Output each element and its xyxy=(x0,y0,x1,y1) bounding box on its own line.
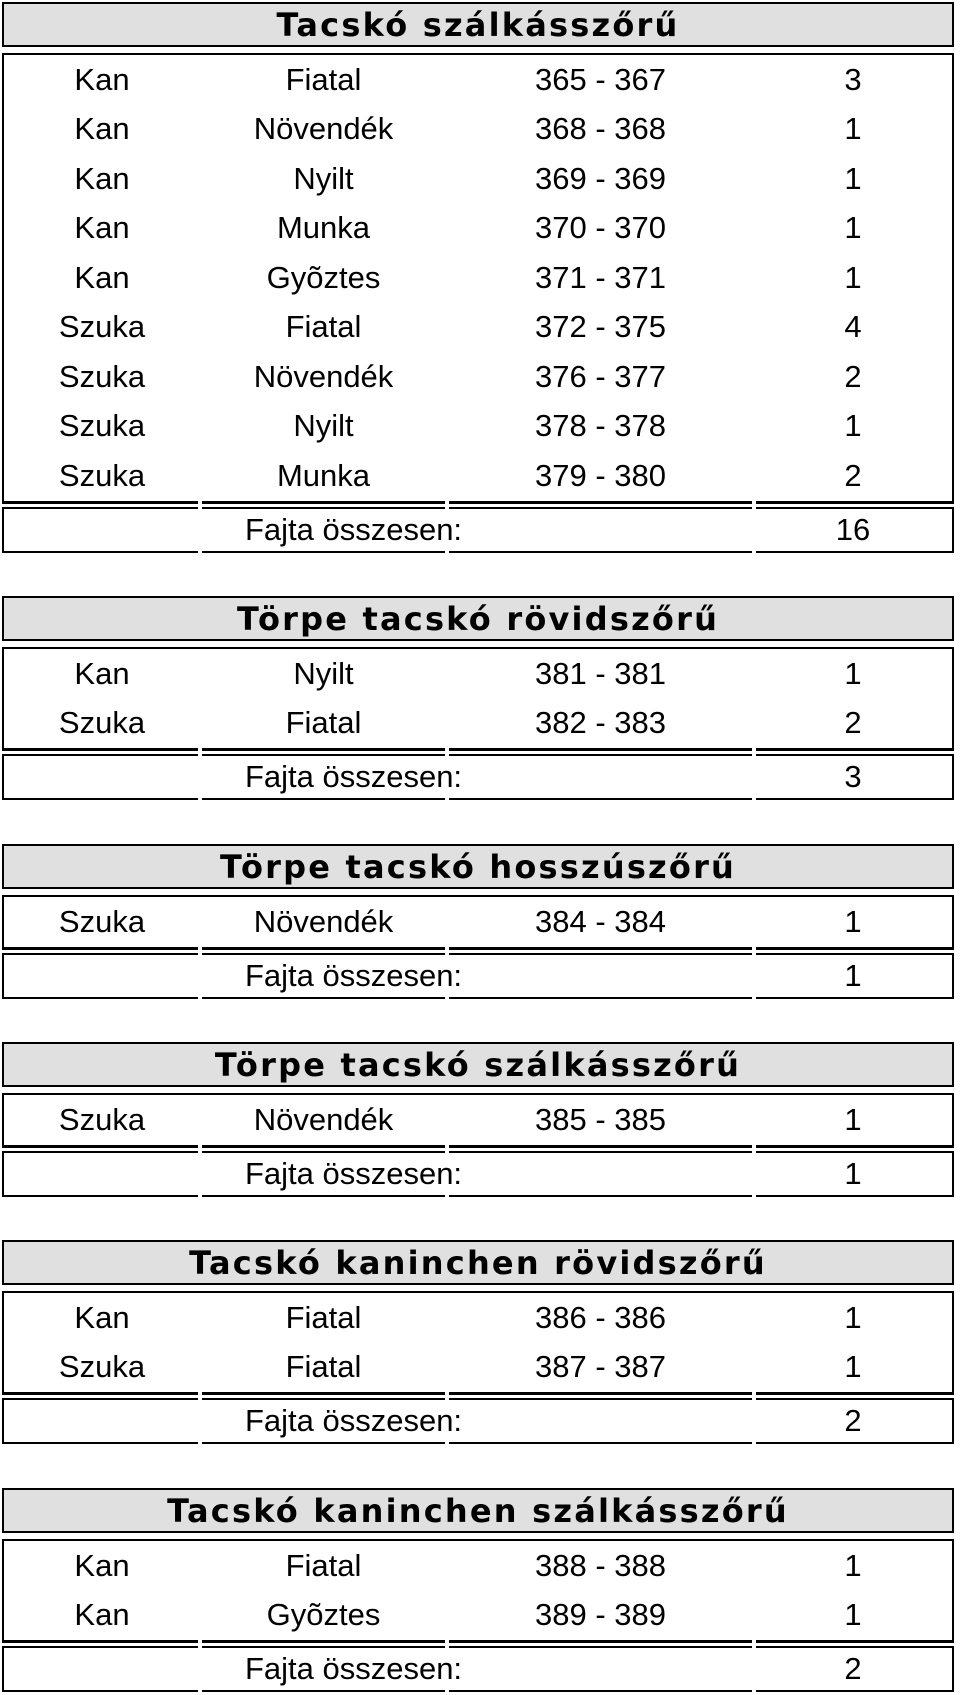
count-cell: 2 xyxy=(844,705,862,741)
total-count: 16 xyxy=(835,511,871,547)
breed-header: Tacskó kaninchen szálkásszőrű xyxy=(2,1488,954,1533)
breed-rows xyxy=(2,895,954,950)
class-cell: Nyilt xyxy=(293,408,354,444)
sex-cell: Kan xyxy=(74,1299,130,1335)
number-range-cell: 381 - 381 xyxy=(535,655,666,691)
breed-total-row xyxy=(2,1151,954,1197)
breed-header: Tacskó szálkásszőrű xyxy=(2,2,954,47)
breed-rows xyxy=(2,647,954,751)
sex-cell: Kan xyxy=(74,160,130,196)
count-cell: 1 xyxy=(844,1349,862,1385)
breed-rows xyxy=(2,1539,954,1643)
total-label: Fajta összesen: xyxy=(244,511,463,547)
class-cell: Fiatal xyxy=(285,61,362,97)
sex-cell: Kan xyxy=(74,1547,130,1583)
sex-cell: Kan xyxy=(74,1597,130,1633)
count-cell: 1 xyxy=(844,1597,862,1633)
count-cell: 1 xyxy=(844,655,862,691)
number-range-cell: 365 - 367 xyxy=(535,61,666,97)
sex-cell: Szuka xyxy=(58,1101,146,1137)
total-label: Fajta összesen: xyxy=(244,957,463,993)
class-cell: Növendék xyxy=(253,111,394,147)
table-row xyxy=(4,253,952,303)
sex-cell: Kan xyxy=(74,61,130,97)
number-range-cell: 387 - 387 xyxy=(535,1349,666,1385)
class-cell: Nyilt xyxy=(293,160,354,196)
sex-cell: Kan xyxy=(74,210,130,246)
table-row xyxy=(4,1343,952,1393)
number-range-cell: 371 - 371 xyxy=(535,259,666,295)
class-cell: Növendék xyxy=(253,903,394,939)
count-cell: 1 xyxy=(844,111,862,147)
number-range-cell: 388 - 388 xyxy=(535,1547,666,1583)
count-cell: 1 xyxy=(844,1547,862,1583)
breed-header: Törpe tacskó szálkásszőrű xyxy=(2,1042,954,1087)
count-cell: 2 xyxy=(844,358,862,394)
breed-header: Törpe tacskó hosszúszőrű xyxy=(2,844,954,889)
count-cell: 3 xyxy=(844,61,862,97)
table-row xyxy=(4,204,952,254)
total-count: 2 xyxy=(844,1403,862,1438)
sex-cell: Szuka xyxy=(58,705,146,741)
table-row xyxy=(4,1095,952,1145)
breed-rows xyxy=(2,53,954,504)
number-range-cell: 368 - 368 xyxy=(535,111,666,147)
class-cell: Fiatal xyxy=(285,1349,362,1385)
sex-cell: Szuka xyxy=(58,408,146,444)
sex-cell: Szuka xyxy=(58,358,146,394)
sex-cell: Kan xyxy=(74,111,130,147)
table-row xyxy=(4,699,952,749)
number-range-cell: 370 - 370 xyxy=(535,210,666,246)
count-cell: 1 xyxy=(844,210,862,246)
count-cell: 2 xyxy=(844,457,862,493)
number-range-cell: 384 - 384 xyxy=(535,903,666,939)
class-cell: Fiatal xyxy=(285,1299,362,1335)
sex-cell: Szuka xyxy=(58,457,146,493)
table-row xyxy=(4,154,952,204)
breed-total-row xyxy=(2,507,954,553)
total-label: Fajta összesen: xyxy=(244,1403,463,1438)
sex-cell: Kan xyxy=(74,655,130,691)
table-row xyxy=(4,1293,952,1343)
class-cell: Növendék xyxy=(253,358,394,394)
total-label: Fajta összesen: xyxy=(244,1155,463,1191)
count-cell: 4 xyxy=(844,309,862,345)
class-cell: Fiatal xyxy=(285,1547,362,1583)
table-row xyxy=(4,352,952,402)
class-cell: Növendék xyxy=(253,1101,394,1137)
number-range-cell: 372 - 375 xyxy=(535,309,666,345)
count-cell: 1 xyxy=(844,160,862,196)
number-range-cell: 379 - 380 xyxy=(535,457,666,493)
table-row xyxy=(4,649,952,699)
count-cell: 1 xyxy=(844,259,862,295)
total-count: 2 xyxy=(844,1651,862,1686)
sex-cell: Szuka xyxy=(58,309,146,345)
number-range-cell: 385 - 385 xyxy=(535,1101,666,1137)
total-label: Fajta összesen: xyxy=(244,1651,463,1686)
number-range-cell: 389 - 389 xyxy=(535,1597,666,1633)
total-count: 1 xyxy=(844,1155,862,1191)
class-cell: Munka xyxy=(276,210,371,246)
total-count: 1 xyxy=(844,957,862,993)
number-range-cell: 378 - 378 xyxy=(535,408,666,444)
sex-cell: Kan xyxy=(74,259,130,295)
breed-rows xyxy=(2,1093,954,1148)
count-cell: 1 xyxy=(844,1101,862,1137)
breed-header: Törpe tacskó rövidszőrű xyxy=(2,596,954,641)
total-label: Fajta összesen: xyxy=(244,759,463,794)
breed-total-row xyxy=(2,1398,954,1444)
total-count: 3 xyxy=(844,759,862,794)
class-cell: Fiatal xyxy=(285,705,362,741)
class-cell: Nyilt xyxy=(293,655,354,691)
sex-cell: Szuka xyxy=(58,1349,146,1385)
table-row xyxy=(4,1591,952,1641)
breed-header: Tacskó kaninchen rövidszőrű xyxy=(2,1240,954,1285)
table-row xyxy=(4,1541,952,1591)
sex-cell: Szuka xyxy=(58,903,146,939)
table-row xyxy=(4,897,952,947)
breed-total-row xyxy=(2,953,954,999)
table-row xyxy=(4,303,952,353)
number-range-cell: 376 - 377 xyxy=(535,358,666,394)
class-cell: Gyõztes xyxy=(266,1597,381,1633)
table-row xyxy=(4,402,952,452)
count-cell: 1 xyxy=(844,903,862,939)
number-range-cell: 386 - 386 xyxy=(535,1299,666,1335)
class-cell: Munka xyxy=(276,457,371,493)
class-cell: Fiatal xyxy=(285,309,362,345)
number-range-cell: 382 - 383 xyxy=(535,705,666,741)
count-cell: 1 xyxy=(844,408,862,444)
breed-total-row xyxy=(2,754,954,800)
table-row xyxy=(4,105,952,155)
class-cell: Gyõztes xyxy=(266,259,381,295)
breed-total-row xyxy=(2,1646,954,1692)
breed-rows xyxy=(2,1291,954,1395)
table-row xyxy=(4,451,952,501)
count-cell: 1 xyxy=(844,1299,862,1335)
number-range-cell: 369 - 369 xyxy=(535,160,666,196)
table-row xyxy=(4,55,952,105)
